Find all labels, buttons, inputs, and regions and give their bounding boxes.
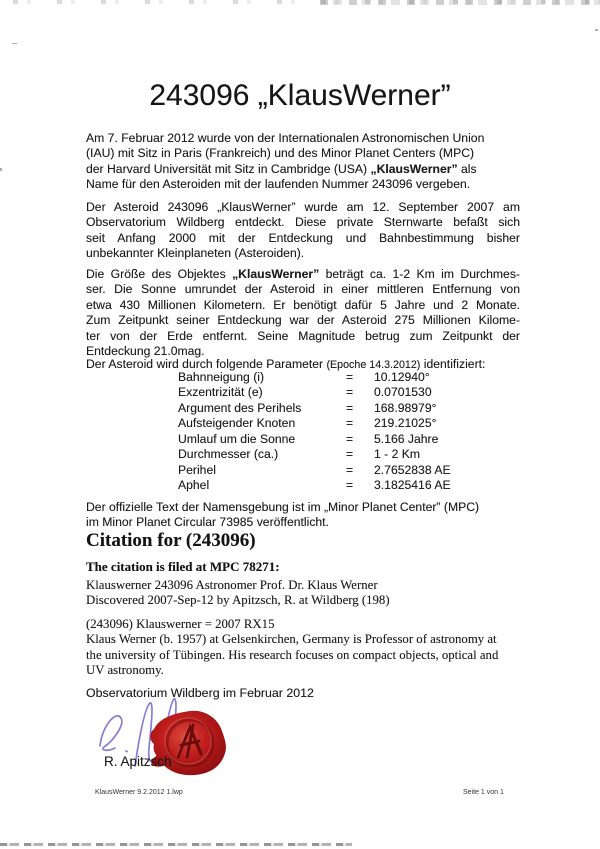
- citation-heading: Citation for (243096): [86, 530, 256, 551]
- text-line: UV astronomy.: [86, 663, 164, 678]
- text-line: Klauswerner 243096 Astronomer Prof. Dr. Klaus Werner: [86, 578, 378, 592]
- footer-filename: KlausWerner 9.2.2012 1.lwp: [95, 789, 183, 796]
- equals-sign: =: [346, 431, 354, 446]
- param-row: [86, 401, 520, 416]
- param-row: [86, 432, 520, 447]
- text-segment: beträgt ca. 1-2 Km im Durchmes-: [319, 267, 520, 281]
- text-line: the university of Tübingen. His research focuses on compact objects, optical and: [86, 647, 499, 662]
- param-value: 1 - 2 Km: [374, 447, 421, 462]
- scan-noise-bottom: [0, 843, 352, 846]
- param-value: 0.0701530: [374, 385, 432, 400]
- closing-line: Observatorium Wildberg im Februar 2012: [86, 686, 314, 700]
- text-line: Observatorium Wildberg entdeckt. Diese private Sternwarte befaßt sich: [86, 215, 520, 230]
- text-line: [86, 162, 520, 177]
- text-segment: als: [457, 161, 477, 176]
- text-line: im Minor Planet Circular 73985 veröffentlicht.: [86, 515, 329, 530]
- param-row: [86, 385, 520, 400]
- param-value: 3.1825416 AE: [374, 478, 451, 493]
- equals-sign: =: [346, 416, 354, 431]
- signature-and-wax-seal: [88, 694, 248, 789]
- param-value: 219.21025°: [374, 416, 437, 431]
- paragraph-object-size: [86, 267, 520, 360]
- param-value: 10.12940°: [374, 370, 430, 384]
- text-line: Am 7. Februar 2012 wurde von der Internationalen Astronomischen Union: [86, 131, 485, 145]
- footer-page-number: Seite 1 von 1: [463, 789, 504, 796]
- param-row: [86, 416, 520, 431]
- param-label: Umlauf um die Sonne: [178, 431, 296, 446]
- param-row: [86, 370, 520, 385]
- text-line: Name für den Asteroiden mit der laufenden Nummer 243096 vergeben.: [86, 177, 471, 192]
- document-title: 243096 „KlausWerner”: [149, 79, 451, 112]
- text-line: Entdeckung 21.0mag.: [86, 344, 205, 359]
- text-line: ser. Die Sonne umrundet der Asteroid in einer mittleren Entfernung von: [86, 282, 520, 297]
- citation-block-2: [86, 617, 556, 679]
- scan-noise-top-right: [320, 0, 600, 5]
- param-value: 168.98979°: [374, 400, 437, 415]
- equals-sign: =: [346, 462, 354, 477]
- text-line: ter von der Erde entfernt. Seine Magnitude betrug zum Zeitpunkt der: [86, 328, 520, 343]
- text-line: Zum Zeitpunkt seiner Entdeckung war der Asteroid 275 Millionen Kilome-: [86, 313, 520, 328]
- paragraph-naming-announcement: [86, 131, 520, 193]
- paragraph-publication: [86, 500, 520, 531]
- text-line: etwa 430 Millionen Kilometern. Er benötigt dafür 5 Jahre und 2 Monate.: [86, 297, 520, 312]
- param-label: Durchmesser (ca.): [178, 447, 279, 462]
- text-segment: „KlausWerner”: [370, 161, 458, 176]
- text-line: Der offizielle Text der Namensgebung ist im „Minor Planet Center” (MPC): [86, 500, 480, 514]
- param-label: Aphel: [178, 478, 210, 493]
- text-line: Der Asteroid 243096 „KlausWerner” wurde am 12. September 2007 am: [86, 200, 520, 214]
- signatory-name: R. Apitzsch: [104, 754, 172, 769]
- text-line: (IAU) mit Sitz in Paris (Frankreich) und des Minor Planet Centers (MPC): [86, 146, 475, 161]
- text-segment: „KlausWerner”: [232, 267, 320, 281]
- param-row: [86, 478, 520, 493]
- paragraph-discovery: [86, 200, 520, 262]
- text-segment: Der Asteroid wird durch folgende Parameter: [86, 357, 327, 371]
- equals-sign: =: [346, 400, 354, 415]
- text-line: Klaus Werner (b. 1957) at Gelsenkirchen, Germany is Professor of astronomy at: [86, 632, 497, 647]
- text-segment: der Harvard Universität mit Sitz in Cambridge (USA): [86, 161, 371, 176]
- scan-speck: [595, 29, 598, 31]
- text-line: (243096) Klauswerner = 2007 RX15: [86, 617, 275, 631]
- text-segment: (Epoche 14.3.2012): [326, 359, 421, 371]
- param-value: 2.7652838 AE: [374, 462, 451, 477]
- text-segment: identifiziert:: [420, 357, 486, 371]
- param-value: 5.166 Jahre: [374, 431, 439, 446]
- text-line: seit Anfang 2000 mit der Entdeckung und Bahnbestimmung bisher: [86, 230, 520, 245]
- equals-sign: =: [346, 447, 354, 462]
- citation-block-1: [86, 578, 556, 609]
- param-row: [86, 463, 520, 478]
- orbital-parameters-table: [86, 370, 520, 494]
- param-label: Bahnneigung (i): [178, 370, 265, 384]
- param-label: Argument des Perihels: [178, 400, 302, 415]
- param-row: [86, 447, 520, 462]
- text-line: Discovered 2007-Sep-12 by Apitzsch, R. at Wildberg (198): [86, 593, 390, 608]
- citation-filed-line: The citation is filed at MPC 78271:: [86, 559, 280, 574]
- equals-sign: =: [346, 385, 354, 400]
- param-label: Aufsteigender Knoten: [178, 416, 296, 431]
- param-label: Exzentrizität (e): [178, 385, 263, 400]
- scan-speck: [12, 43, 17, 44]
- equals-sign: =: [346, 370, 354, 384]
- scan-speck: [0, 168, 2, 171]
- text-line: unbekannter Kleinplaneten (Asteroiden).: [86, 246, 305, 261]
- equals-sign: =: [346, 478, 354, 493]
- param-label: Perihel: [178, 462, 216, 477]
- text-segment: Die Größe des Objektes: [86, 267, 233, 281]
- text-line: [86, 267, 520, 282]
